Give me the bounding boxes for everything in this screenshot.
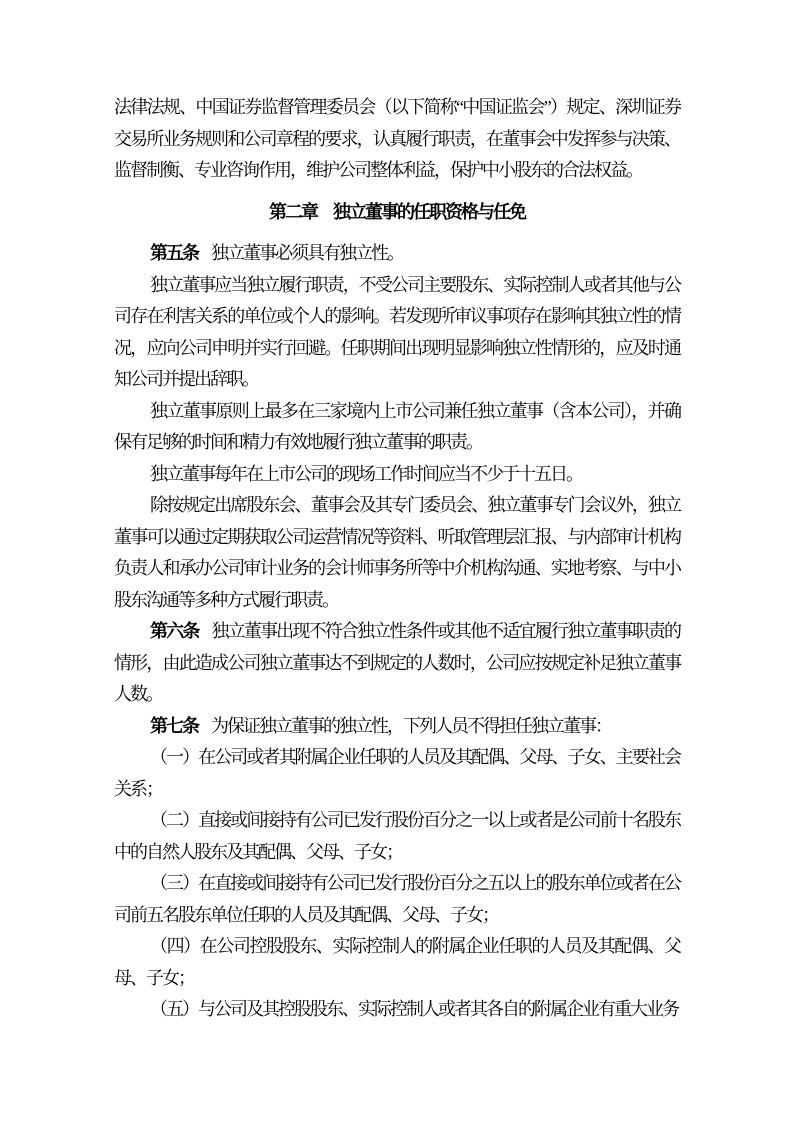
paragraph-concurrent-positions: [114, 396, 680, 459]
article-number: 第七条: [150, 715, 198, 736]
article-7: [114, 711, 680, 743]
document-content: [114, 92, 680, 1026]
item-2: [114, 805, 680, 868]
paragraph-text: （三）在直接或间接持有公司已发行股份百分之五以上的股东单位或者在公司前五名股东单位任职的人员及其配偶、父母、子女；: [114, 873, 680, 925]
paragraph-text: （一）在公司或者其附属企业任职的人员及其配偶、父母、子女、主要社会关系；: [114, 747, 680, 799]
item-1: [114, 742, 680, 805]
paragraph-independence-duty: [114, 270, 680, 396]
paragraph-text: 为保证独立董事的独立性，下列人员不得担任独立董事：: [211, 715, 611, 736]
paragraph-text: 独立董事出现不符合独立性条件或其他不适宜履行独立董事职责的情形，由此造成公司独立董事达不到规定的人数时，公司应按规定补足独立董事人数。: [114, 621, 680, 704]
paragraph-text: （二）直接或间接持有公司已发行股份百分之一以上或者是公司前十名股东中的自然人股东及其配偶、父母、子女；: [114, 810, 680, 862]
paragraph-text: 独立董事必须具有独立性。: [211, 243, 403, 263]
paragraph-text: 独立董事应当独立履行职责，不受公司主要股东、实际控制人或者其他与公司存在利害关系的单位或个人的影响。若发现所审议事项存在影响其独立性的情况，应向公司申明并实行回避。任职期间出现明显影响独立性情形的，应及时通知公司并提出辞职。: [114, 274, 680, 389]
paragraph-text: （五）与公司及其控股股东、实际控制人或者其各自的附属企业有重大业务: [150, 999, 678, 1019]
paragraph-text: （四）在公司控股股东、实际控制人的附属企业任职的人员及其配偶、父母、子女；: [114, 936, 680, 988]
chapter-heading-text: 第二章 独立董事的任职资格与任免: [269, 201, 525, 222]
article-number: 第五条: [150, 243, 198, 263]
paragraph-text: 除按规定出席股东会、董事会及其专门委员会、独立董事专门会议外，独立董事可以通过定期获取公司运营情况等资料、听取管理层汇报、与内部审计机构负责人和承办公司审计业务的会计师事务所等中介机构沟通、实地考察、与中小股东沟通等多种方式履行职责。: [114, 495, 680, 610]
article-number: 第六条: [150, 621, 199, 641]
paragraph-ways-of-performing-duties: [114, 490, 680, 616]
paragraph-text: 独立董事每年在上市公司的现场工作时间应当不少于十五日。: [150, 463, 582, 484]
item-4: [114, 931, 680, 994]
article-5: [114, 238, 680, 270]
chapter-heading: [114, 197, 680, 229]
item-5: [114, 994, 680, 1026]
paragraph-text: 法律法规、中国证券监督管理委员会（以下简称“中国证监会”）规定、深圳证券交易所业务规则和公司章程的要求，认真履行职责，在董事会中发挥参与决策、监督制衡、专业咨询作用，维护公司整体利益，保护中小股东的合法权益。: [114, 97, 680, 180]
article-6: [114, 616, 680, 711]
paragraph-continuation: [114, 92, 680, 187]
paragraph-text: 独立董事原则上最多在三家境内上市公司兼任独立董事（含本公司），并确保有足够的时间和精力有效地履行独立董事的职责。: [114, 400, 680, 452]
paragraph-onsite-work-days: [114, 459, 680, 491]
item-3: [114, 868, 680, 931]
